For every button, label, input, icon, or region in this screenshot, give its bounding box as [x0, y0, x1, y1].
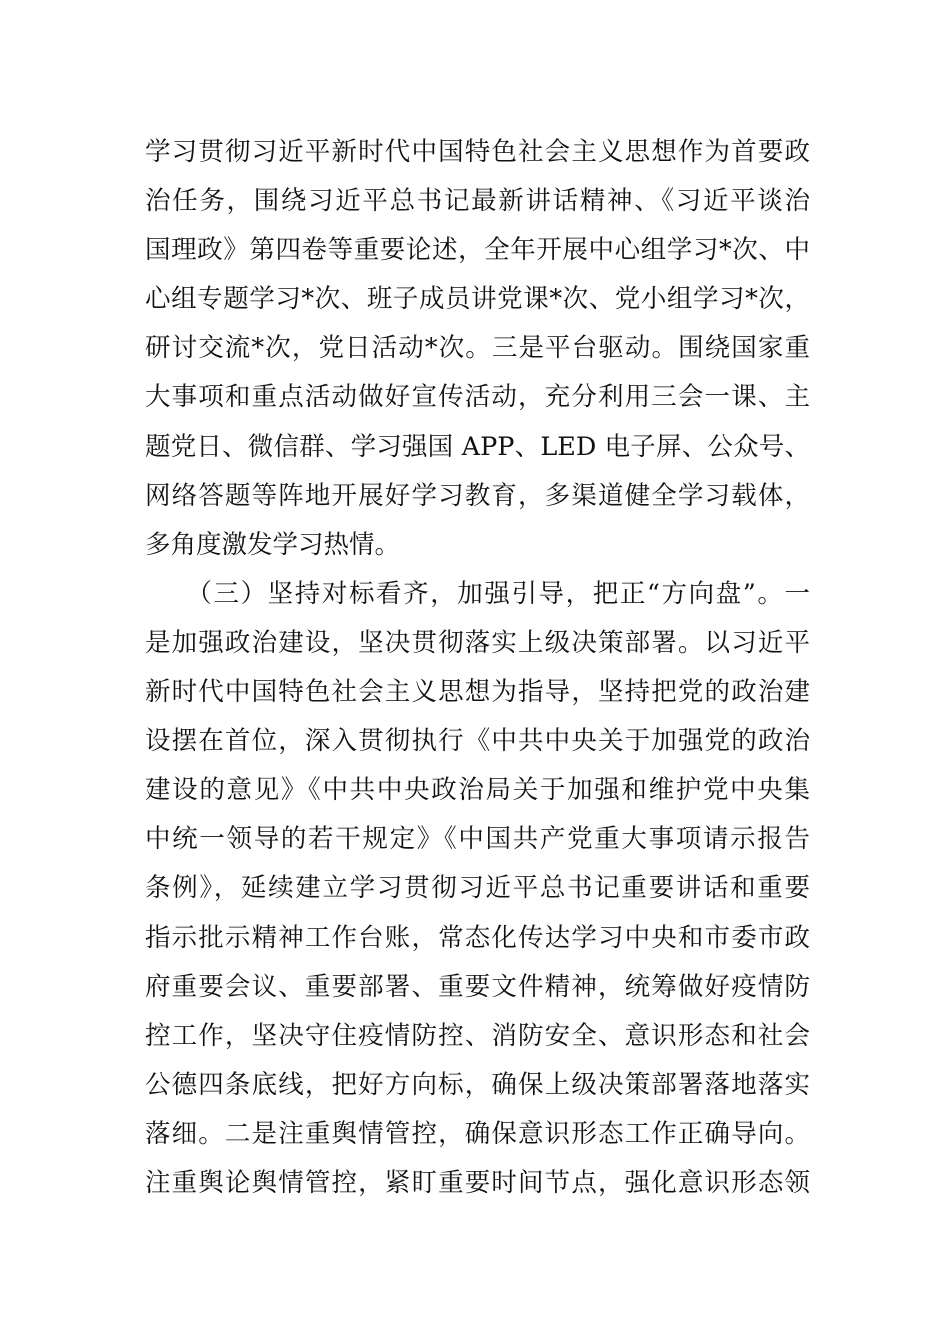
text-line: 公德四条底线，把好方向标，确保上级决策部署落地落实 [145, 1069, 810, 1100]
text-line: 指示批示精神工作台账，常态化传达学习中央和市委市政 [145, 922, 810, 953]
text-line: 设摆在首位，深入贯彻执行《中共中央关于加强党的政治 [145, 726, 810, 757]
text-line: 建设的意见》《中共中央政治局关于加强和维护党中央集 [145, 775, 810, 806]
text-line: 中统一领导的若干规定》《中国共产党重大事项请示报告 [145, 824, 810, 855]
body-text [145, 128, 810, 1208]
text-line: 题党日、微信群、学习强国 APP、LED 电子屏、公众号、 [145, 431, 810, 462]
text-line: 大事项和重点活动做好宣传活动，充分利用三会一课、主 [145, 382, 810, 413]
text-line: 多角度激发学习热情。 [145, 529, 401, 560]
text-line: 国理政》第四卷等重要论述，全年开展中心组学习*次、中 [145, 235, 810, 266]
text-line: 新时代中国特色社会主义思想为指导，坚持把党的政治建 [145, 677, 810, 708]
text-line: 控工作，坚决守住疫情防控、消防安全、意识形态和社会 [145, 1020, 810, 1051]
text-line: 学习贯彻习近平新时代中国特色社会主义思想作为首要政 [145, 137, 810, 167]
text-line: 是加强政治建设，坚决贯彻落实上级决策部署。以习近平 [145, 627, 810, 658]
text-line: 治任务，围绕习近平总书记最新讲话精神、《习近平谈治 [145, 186, 810, 217]
text-line: 心组专题学习*次、班子成员讲党课*次、党小组学习*次， [145, 284, 810, 315]
text-line: 条例》，延续建立学习贯彻习近平总书记重要讲话和重要 [145, 873, 810, 904]
text-line: （三）坚持对标看齐，加强引导，把正“方向盘”。一 [145, 578, 810, 609]
text-line: 网络答题等阵地开展好学习教育，多渠道健全学习载体， [145, 480, 810, 511]
text-line: 研讨交流*次，党日活动*次。三是平台驱动。围绕国家重 [145, 333, 810, 364]
text-line: 注重舆论舆情管控，紧盯重要时间节点，强化意识形态领 [145, 1167, 810, 1198]
text-line: 落细。二是注重舆情管控，确保意识形态工作正确导向。 [145, 1118, 810, 1149]
text-line: 府重要会议、重要部署、重要文件精神，统筹做好疫情防 [145, 971, 810, 1002]
